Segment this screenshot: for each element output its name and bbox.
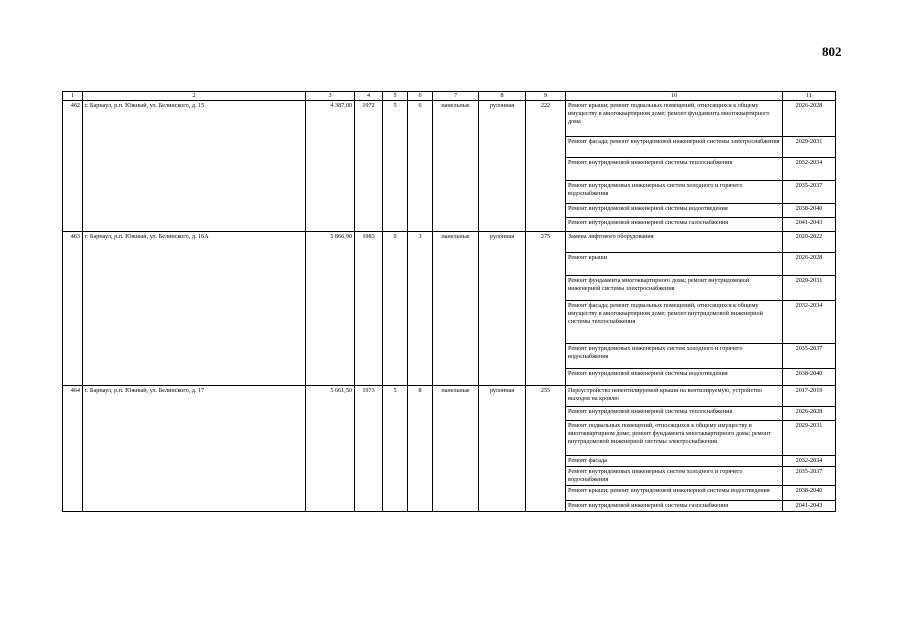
area-cell: 4 387,00 [306,100,355,231]
address-cell: г. Барнаул, р.п. Южный, ул. Белинского, д. 17 [83,385,306,511]
work-period-cell: 2029-2031 [783,136,836,157]
column-header: 10 [566,92,783,101]
work-description-cell: Ремонт внутридомовых инженерных систем холодного и горячего водоснабжения [566,466,783,485]
table-row [63,231,836,252]
work-description-cell: Ремонт крыши; ремонт подвальных помещений, относящихся к общему имуществу в многоквартирном доме; ремонт фундамента многоквартирного дома [566,100,783,136]
page-number: 802 [822,44,842,59]
work-description-cell: Ремонт крыши [566,252,783,275]
work-description-cell: Ремонт внутридомовой инженерной системы газоснабжения [566,217,783,231]
floors-cell: 5 [383,385,408,511]
row-number: 464 [63,385,83,511]
column-header: 11 [783,92,836,101]
area-cell: 5 866,90 [306,231,355,385]
roof-type-cell: рулонная [479,100,526,231]
work-period-cell: 2026-2028 [783,100,836,136]
row-number: 463 [63,231,83,385]
column-header: 3 [306,92,355,101]
work-description-cell: Ремонт внутридомовой инженерной системы водоотведения [566,368,783,385]
work-description-cell: Ремонт внутридомовых инженерных систем холодного и горячего водоснабжения [566,343,783,368]
column-header: 7 [433,92,479,101]
work-description-cell: Ремонт внутридомовой инженерной системы водоотведения [566,203,783,217]
walls-material-cell: панельные [433,231,479,385]
work-description-cell: Ремонт внутридомовых инженерных систем холодного и горячего водоснабжения [566,180,783,203]
year-cell: 1973 [355,385,383,511]
walls-material-cell: панельные [433,100,479,231]
work-period-cell: 2038-2040 [783,203,836,217]
work-description-cell: Ремонт подвальных помещений, относящихся к общему имуществу в многоквартирном доме; ремонт фундамента многоквартирного дома; ремонт внутридомовой инженерной системы электроснабжения [566,420,783,455]
floors-cell: 9 [383,231,408,385]
work-description-cell: Ремонт фасада [566,455,783,466]
work-description-cell: Замена лифтового оборудования [566,231,783,252]
column-header: 1 [63,92,83,101]
work-period-cell: 2032-2034 [783,157,836,180]
col9-cell: 222 [526,100,566,231]
work-period-cell: 2026-2028 [783,252,836,275]
table-row [63,385,836,406]
entrances-cell: 6 [408,100,433,231]
column-header: 2 [83,92,306,101]
work-description-cell: Переустройство невентилируемой крыши на вентилируемую, устройство выходов на кровлю [566,385,783,406]
work-description-cell: Ремонт фасада; ремонт внутридомовой инженерной системы электроснабжения [566,136,783,157]
work-period-cell: 2032-2034 [783,300,836,343]
column-header: 5 [383,92,408,101]
col9-cell: 255 [526,385,566,511]
repair-schedule-table [62,91,836,512]
entrances-cell: 3 [408,231,433,385]
work-description-cell: Ремонт фундамента многоквартирного дома; ремонт внутридомовой инженерной системы электроснабжения [566,275,783,300]
year-cell: 1983 [355,231,383,385]
work-period-cell: 2035-2037 [783,343,836,368]
address-cell: г. Барнаул, р.п. Южный, ул. Белинского, д. 15 [83,100,306,231]
work-period-cell: 2029-2031 [783,275,836,300]
roof-type-cell: рулонная [479,231,526,385]
floors-cell: 5 [383,100,408,231]
column-header-row [63,92,836,101]
work-description-cell: Ремонт крыши; ремонт внутридомовой инженерной системы водоотведения [566,485,783,500]
entrances-cell: 8 [408,385,433,511]
col9-cell: 275 [526,231,566,385]
area-cell: 5 661,50 [306,385,355,511]
row-number: 462 [63,100,83,231]
work-period-cell: 2020-2022 [783,231,836,252]
column-header: 8 [479,92,526,101]
address-cell: г. Барнаул, р.п. Южный, ул. Белинского, д. 16А [83,231,306,385]
work-description-cell: Ремонт внутридомовой инженерной системы теплоснабжения [566,406,783,420]
walls-material-cell: панельные [433,385,479,511]
column-header: 9 [526,92,566,101]
work-period-cell: 2017-2019 [783,385,836,406]
roof-type-cell: рулонная [479,385,526,511]
work-period-cell: 2041-2043 [783,217,836,231]
column-header: 4 [355,92,383,101]
year-cell: 1972 [355,100,383,231]
work-period-cell: 2038-2040 [783,368,836,385]
work-period-cell: 2029-2031 [783,420,836,455]
work-period-cell: 2038-2040 [783,485,836,500]
table-row [63,100,836,136]
work-description-cell: Ремонт внутридомовой инженерной системы теплоснабжения [566,157,783,180]
work-period-cell: 2041-2043 [783,500,836,511]
work-description-cell: Ремонт внутридомовой инженерной системы газоснабжения [566,500,783,511]
work-period-cell: 2035-2037 [783,466,836,485]
work-description-cell: Ремонт фасада; ремонт подвальных помещений, относящихся к общему имуществу в многоквартирном доме; ремонт внутридомовой инженерной системы теплоснабжения [566,300,783,343]
work-period-cell: 2032-2034 [783,455,836,466]
work-period-cell: 2026-2028 [783,406,836,420]
column-header: 6 [408,92,433,101]
work-period-cell: 2035-2037 [783,180,836,203]
